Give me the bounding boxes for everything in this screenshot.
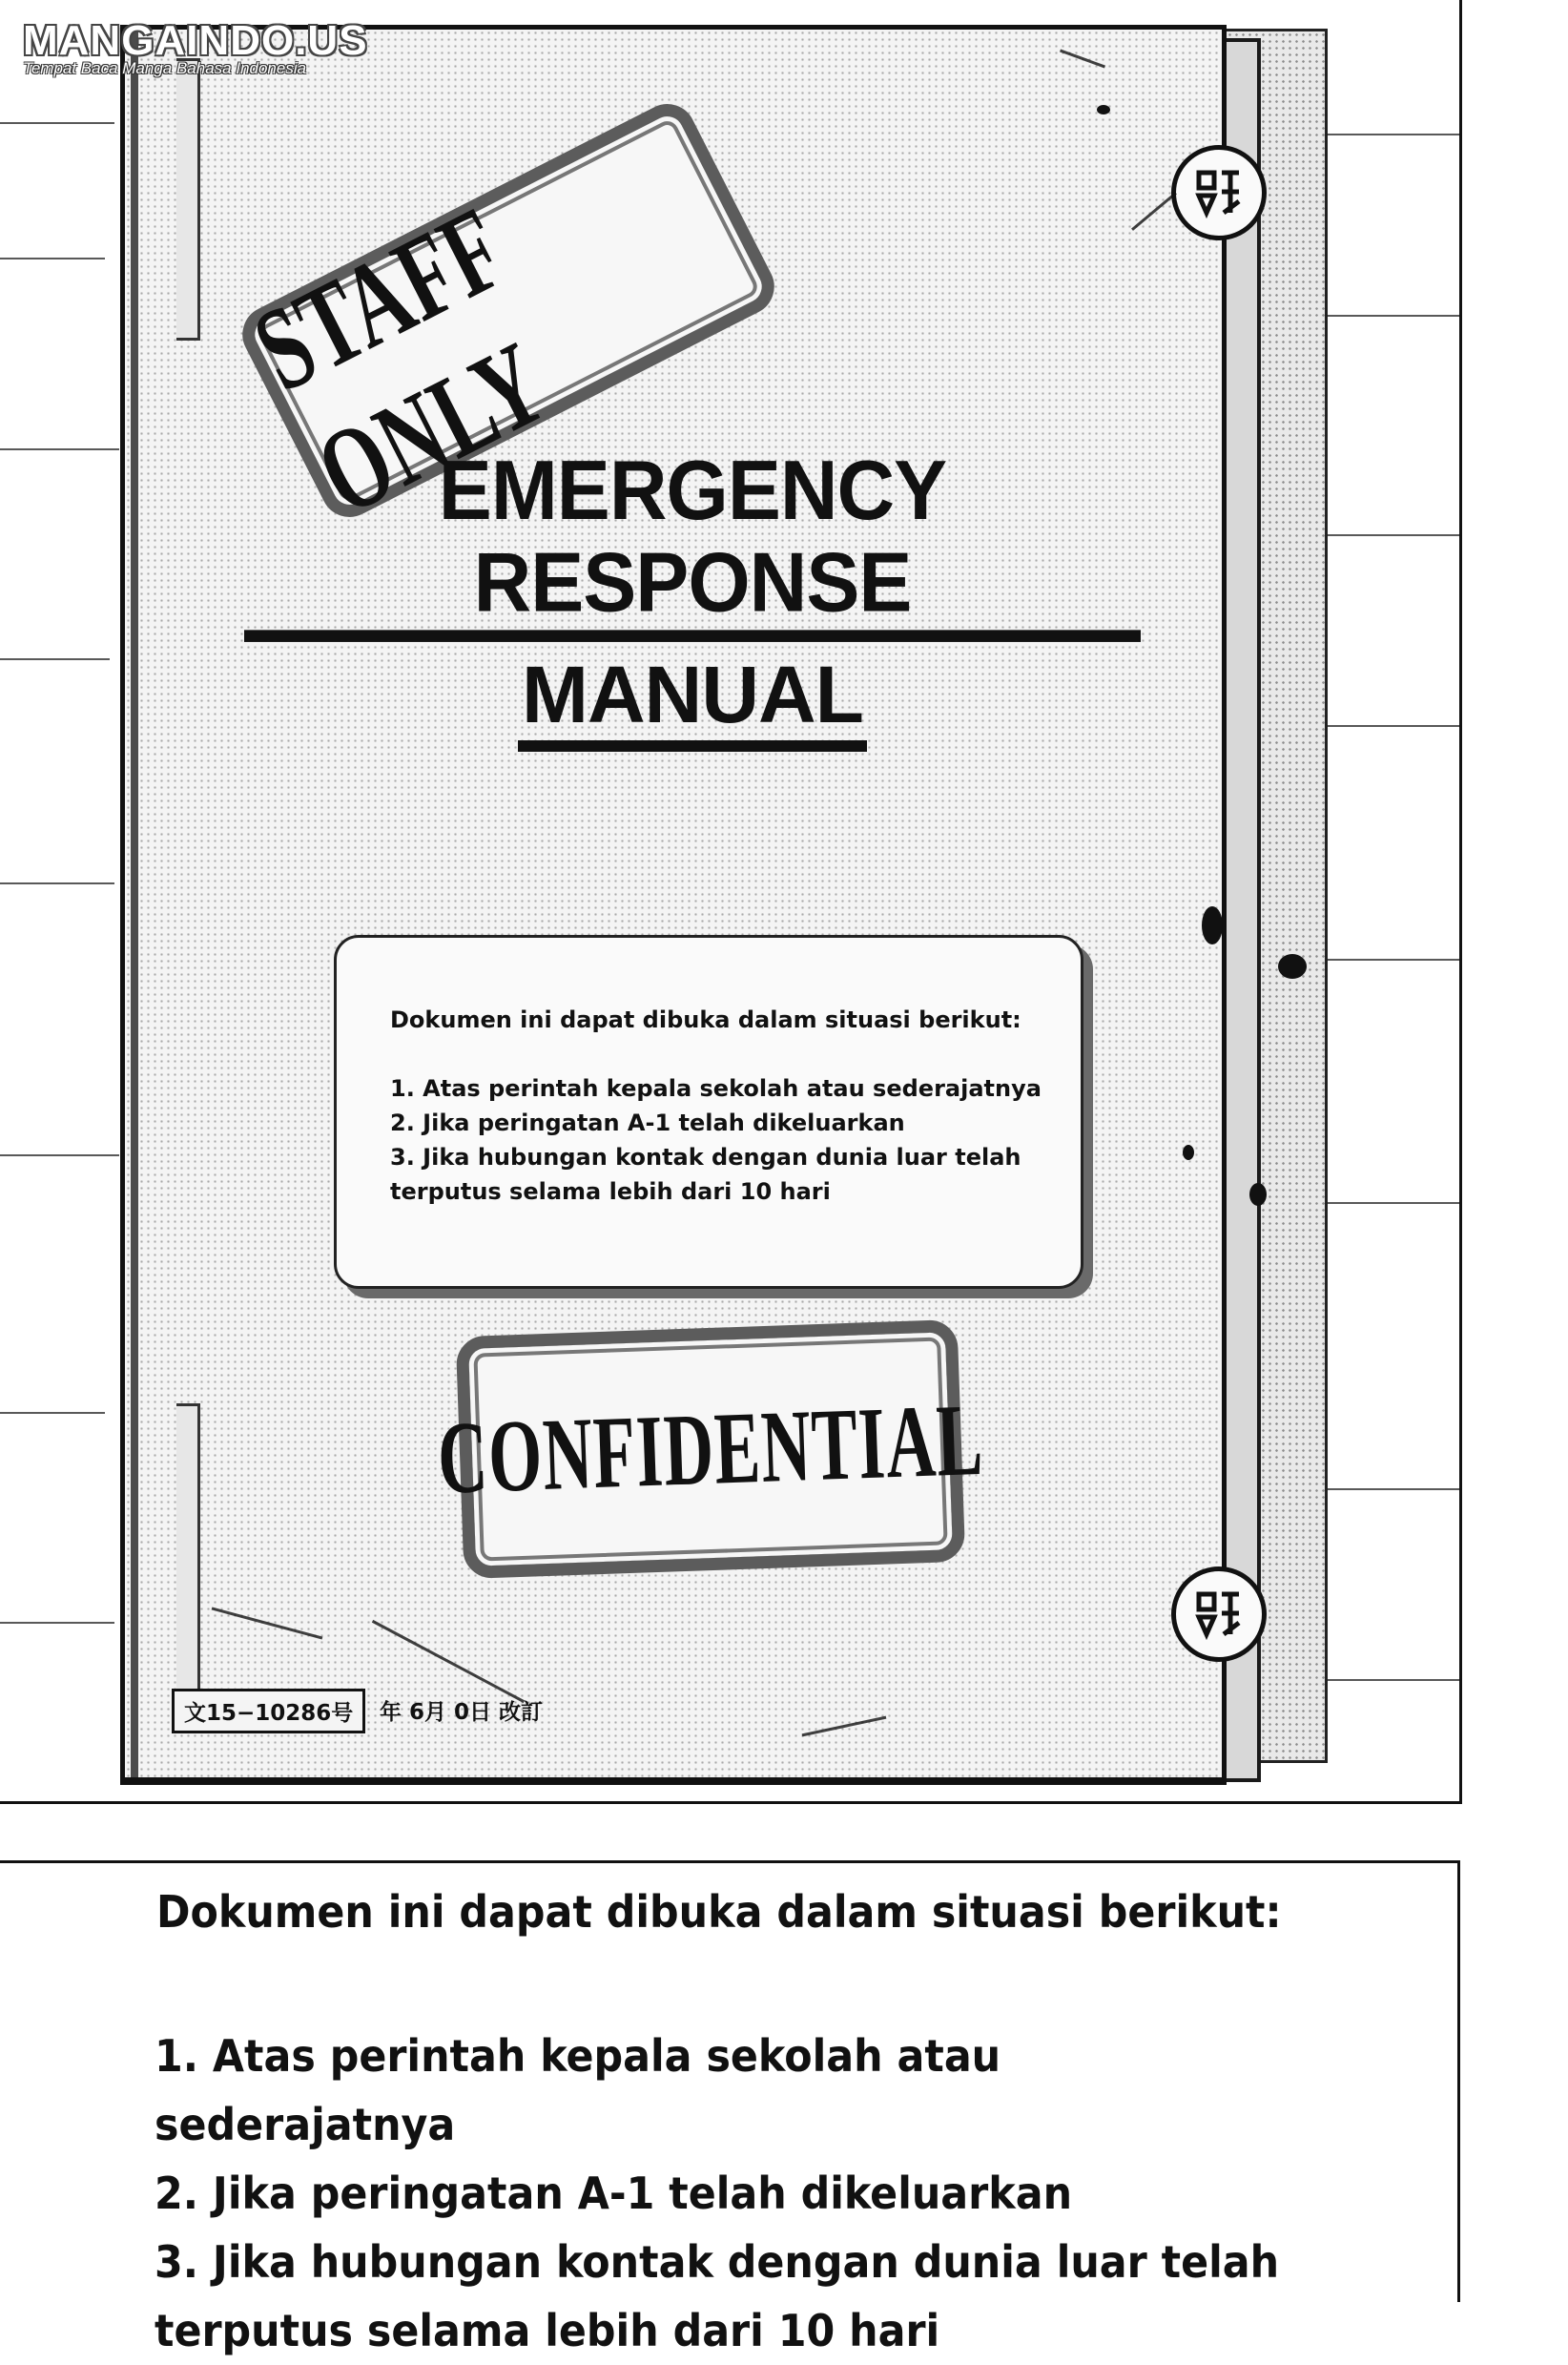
- seal-icon: [1171, 145, 1267, 240]
- binder-tab: [176, 58, 200, 341]
- binder-tab: [176, 1403, 200, 1695]
- translation-list: [155, 2022, 1394, 2365]
- cover-spine: [131, 30, 138, 1777]
- stamp-label: STAFF ONLY: [234, 181, 566, 540]
- notice-item: 2. Jika peringatan A-1 telah dikeluarkan: [390, 1110, 905, 1136]
- title-line-2: MANUAL: [518, 643, 867, 752]
- translation-intro: Dokumen ini dapat dibuka dalam situasi berikut:: [156, 1886, 1282, 1938]
- revision-date: 年 6月 0日 改訂: [380, 1700, 544, 1725]
- seal-icon: [1171, 1566, 1267, 1662]
- translation-item: 3. Jika hubungan kontak dengan dunia luar telah terputus selama lebih dari 10 hari: [155, 2236, 1280, 2356]
- notice-item: 3. Jika hubungan kontak dengan dunia luar telah terputus selama lebih dari 10 hari: [390, 1144, 1021, 1205]
- translation-item: 1. Atas perintah kepala sekolah atau sederajatnya: [155, 2030, 1001, 2150]
- manual-title: [244, 443, 1141, 752]
- confidential-stamp: [436, 1319, 985, 1579]
- notice-list: [390, 1071, 1058, 1209]
- translation-panel: [0, 1860, 1460, 2356]
- watermark-logo: [23, 17, 368, 78]
- watermark-tagline: Tempat Baca Manga Bahasa Indonesia: [23, 59, 307, 77]
- document-number: 文15−10286号: [172, 1689, 365, 1733]
- notice-box: [334, 935, 1083, 1289]
- watermark-title: MANGAINDO.US: [23, 17, 368, 64]
- notice-intro: Dokumen ini dapat dibuka dalam situasi berikut:: [390, 1006, 1021, 1033]
- stamp-label: CONFIDENTIAL: [436, 1381, 985, 1516]
- title-line-1: EMERGENCY RESPONSE: [244, 444, 1141, 642]
- notice-item: 1. Atas perintah kepala sekolah atau sederajatnya: [390, 1075, 1042, 1102]
- translation-item: 2. Jika peringatan A-1 telah dikeluarkan: [155, 2168, 1073, 2219]
